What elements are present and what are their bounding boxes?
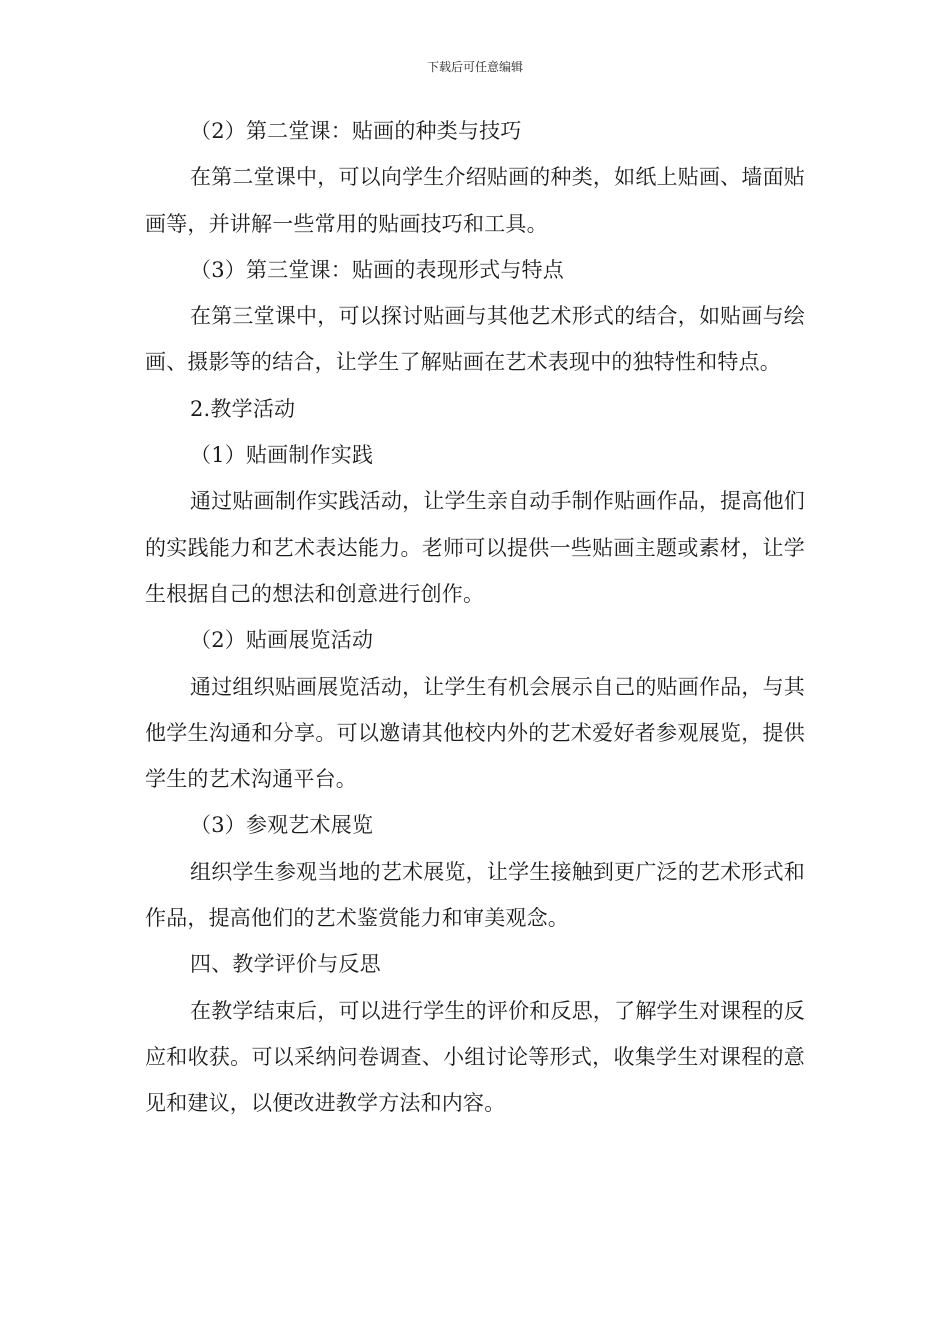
subheading: （2）第二堂课：贴画的种类与技巧: [190, 119, 522, 143]
subheading: （2）贴画展览活动: [190, 628, 374, 653]
document-body: [145, 108, 805, 1127]
section-heading: 2.教学活动: [190, 396, 296, 421]
page-header: 下载后可任意编辑: [426, 60, 523, 74]
paragraph: 在第二堂课中，可以向学生介绍贴画的种类，如纸上贴画、墙面贴画等，并讲解一些常用的贴画技巧和工具。: [145, 165, 805, 236]
subheading: （3）第三堂课：贴画的表现形式与特点: [190, 257, 564, 282]
subheading: （1）贴画制作实践: [190, 443, 374, 468]
paragraph: 在教学结束后，可以进行学生的评价和反思，了解学生对课程的反应和收获。可以采纳问卷调查、小组讨论等形式，收集学生对课程的意见和建议，以便改进教学方法和内容。: [145, 998, 805, 1116]
section-heading: 四、教学评价与反思: [190, 952, 381, 977]
subheading: （3）参观艺术展览: [190, 813, 374, 838]
paragraph: 通过贴画制作实践活动，让学生亲自动手制作贴画作品，提高他们的实践能力和艺术表达能力。老师可以提供一些贴画主题或素材，让学生根据自己的想法和创意进行创作。: [145, 489, 805, 606]
paragraph: 通过组织贴画展览活动，让学生有机会展示自己的贴画作品，与其他学生沟通和分享。可以邀请其他校内外的艺术爱好者参观展览，提供学生的艺术沟通平台。: [145, 674, 805, 792]
paragraph: 在第三堂课中，可以探讨贴画与其他艺术形式的结合，如贴画与绘画、摄影等的结合，让学生了解贴画在艺术表现中的独特性和特点。: [145, 304, 805, 375]
paragraph: 组织学生参观当地的艺术展览，让学生接触到更广泛的艺术形式和作品，提高他们的艺术鉴赏能力和审美观念。: [145, 859, 805, 931]
